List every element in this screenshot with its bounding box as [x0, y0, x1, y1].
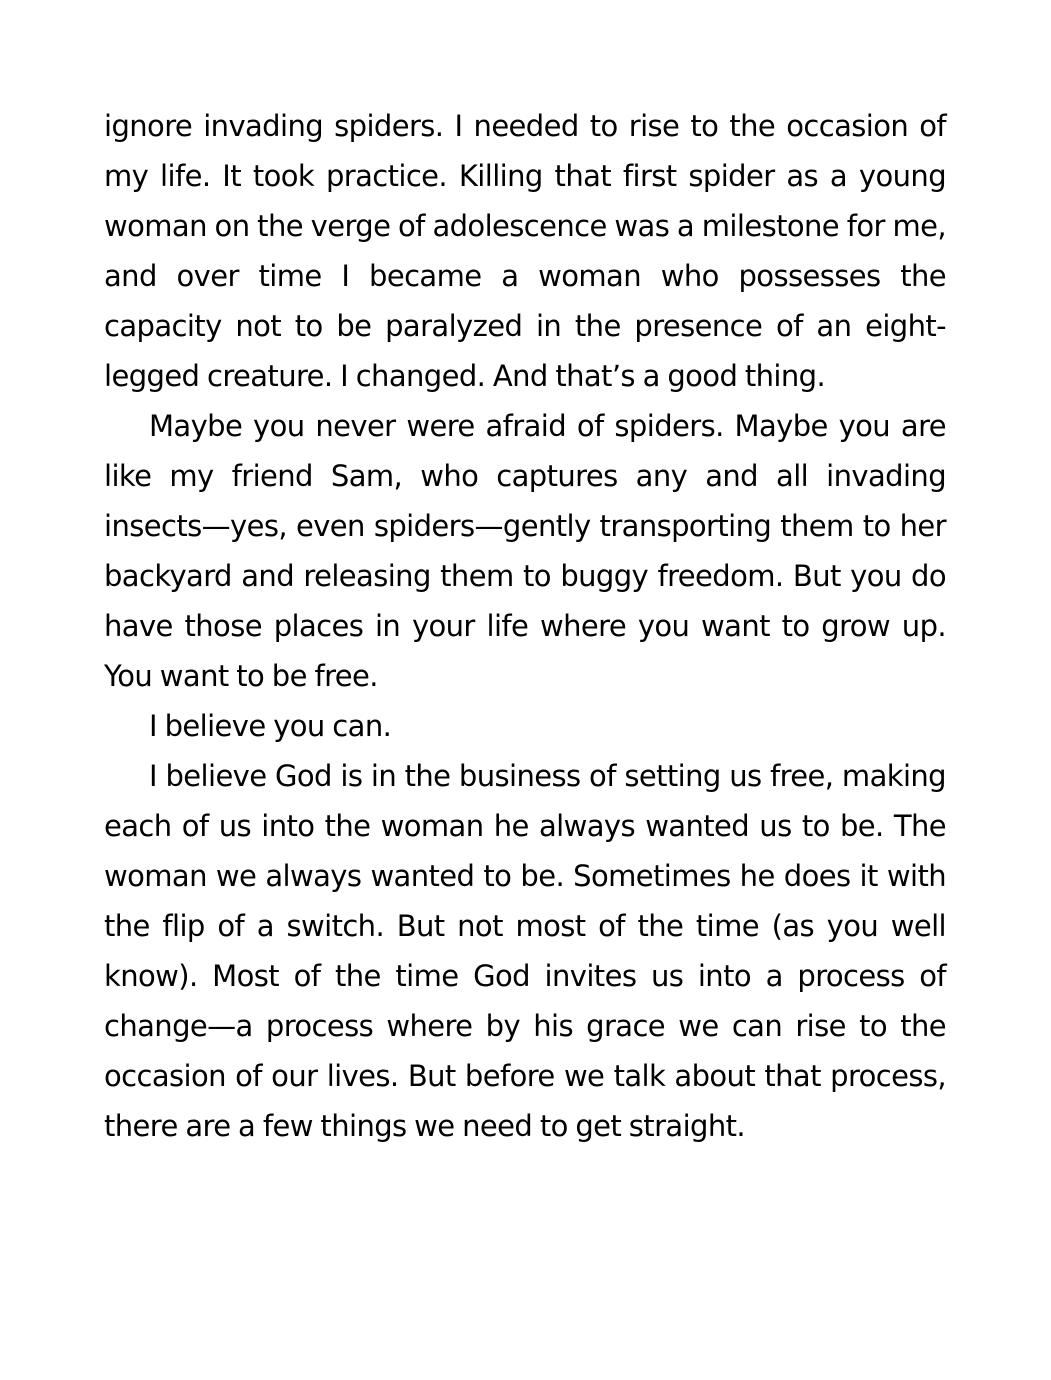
page-body — [104, 101, 946, 1151]
paragraph-3: I believe you can. — [149, 709, 392, 743]
paragraph-1: ignore invading spiders. I needed to rise to the occasion of my life. It took practice. Killing that first spider as a young woman on the verge of adolescence was a milestone for me, and over time I became a woman who possesses the capacity not to be paralyzed in the presence of an eight-legged creature. I changed. And that’s a good thing. — [104, 109, 946, 393]
paragraph-2: Maybe you never were afraid of spiders. Maybe you are like my friend Sam, who captures any and all invading insects—yes, even spiders—gently transporting them to her backyard and releasing them to buggy freedom. But you do have those places in your life where you want to grow up. You want to be free. — [104, 409, 946, 693]
paragraph-4: I believe God is in the business of setting us free, making each of us into the woman he always wanted us to be. The woman we always wanted to be. Sometimes he does it with the flip of a switch. But not most of the time (as you well know). Most of the time God invites us into a process of change—a process where by his grace we can rise to the occasion of our lives. But before we talk about that process, there are a few things we need to get straight. — [104, 759, 946, 1143]
